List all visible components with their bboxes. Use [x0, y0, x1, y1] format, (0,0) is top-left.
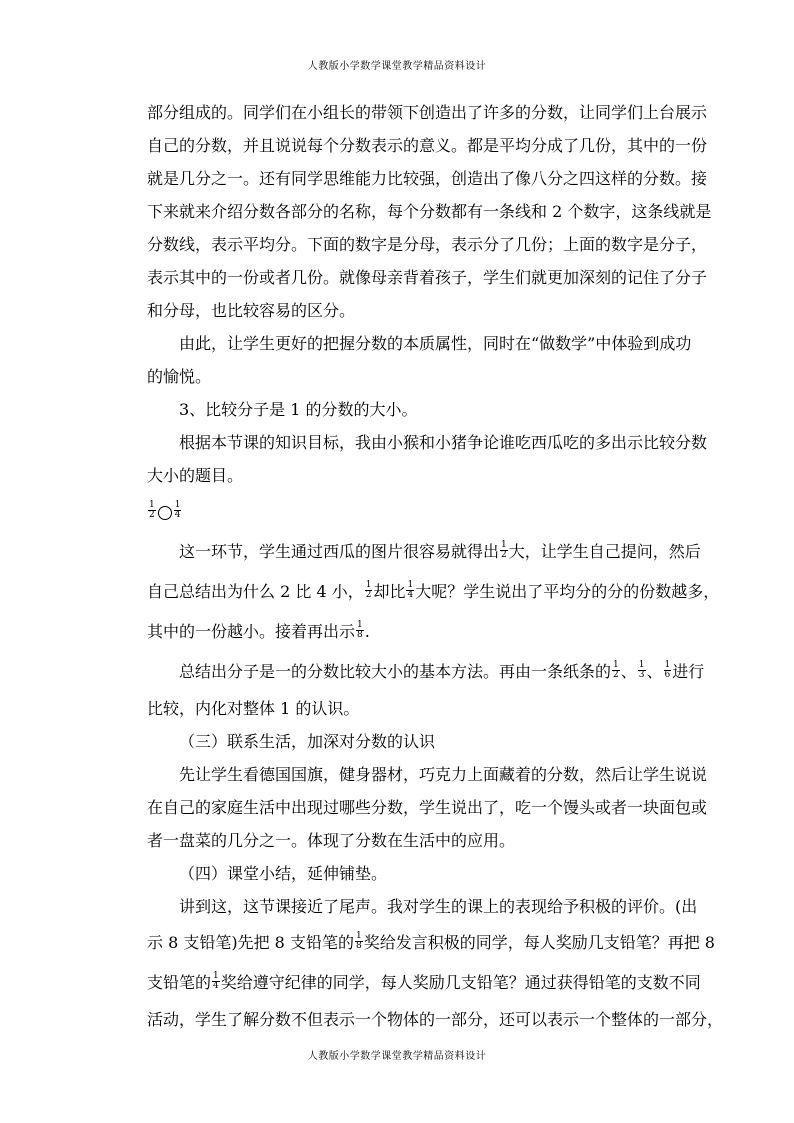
page-header: 人教版小学数学课堂教学精品资料设计	[307, 61, 487, 72]
document-body	[147, 96, 724, 1036]
fraction-quarter: $\frac{1}{4}$	[407, 580, 414, 600]
paragraph-line: 表示其中的一份或者几份。就像母亲背着孩子，学生们就更加深刻的记住了分子	[147, 268, 708, 287]
fraction-half: $\frac{1}{2}$	[365, 580, 372, 600]
paragraph-line: 先让学生看德国国旗，健身器材，巧克力上面藏着的分数，然后让学生说说	[179, 765, 708, 784]
paragraph-line: 根据本节课的知识目标，我由小猴和小猪争论谁吃西瓜吃的多出示比较分数	[179, 433, 708, 452]
paragraph-line: 在自己的家庭生活中出现过哪些分数，学生说出了，吃一个馒头或者一块面包或	[147, 798, 708, 817]
paragraph-line: 比较，内化对整体 1 的认识。	[147, 699, 360, 718]
paragraph-line: 和分母，也比较容易的区分。	[147, 301, 356, 320]
paragraph-line: 下来就来介绍分数各部分的名称，每个分数都有一条线和 2 个数字，这条线就是	[147, 202, 712, 221]
fraction-third: $\frac{1}{3}$	[638, 660, 645, 680]
fraction-quarter: $\frac{1}{4}$	[174, 500, 181, 520]
fraction-quarter: $\frac{1}{4}$	[213, 971, 219, 991]
paragraph-line: 大小的题目。	[147, 466, 244, 485]
fraction-half: $\frac{1}{2}$	[501, 540, 507, 560]
paragraph-line: 示 8 支铅笔)先把 8 支铅笔的 $\frac{1}{8}$ 奖给发言积极的同学，每人奖励几支铅笔？再把 8	[147, 931, 715, 952]
fraction-eighth: $\frac{1}{8}$	[355, 931, 362, 951]
section-heading: 3、比较分子是 1 的分数的大小。	[179, 400, 418, 419]
page-footer: 人教版小学数学课堂教学精品资料设计	[307, 1051, 487, 1062]
paragraph-line: 总结出分子是一的分数比较大小的基本方法。再由一条纸条的 $\frac{1}{2}$ 、 $\frac{1}{3}$ 、 $\frac{1}{6}$ 进行	[179, 660, 705, 681]
fraction-eighth: $\frac{1}{8}$	[357, 620, 363, 640]
paragraph-line: 的愉悦。	[147, 367, 212, 386]
section-heading: （三）联系生活，加深对分数的认识	[179, 732, 436, 751]
comparison-expression	[147, 492, 673, 532]
paragraph-line: 其中的一份越小。接着再出示 $\frac{1}{8}$ .	[147, 620, 370, 641]
fraction-sixth: $\frac{1}{6}$	[664, 660, 671, 680]
paragraph-line: 支铅笔的 $\frac{1}{4}$ 奖给遵守纪律的同学，每人奖励几支铅笔？通过获得铅笔的支数不同	[147, 971, 701, 992]
fraction-half: $\frac{1}{2}$	[613, 660, 619, 680]
paragraph-line: 自己总结出为什么 2 比 4 小， $\frac{1}{2}$ 却比 $\frac{1}{4}$ 大呢？学生说出了平均分的分的份数越多，	[147, 580, 720, 601]
paragraph-line: 讲到这，这节课接近了尾声。我对学生的课上的表现给予积极的评价。(出	[179, 897, 698, 916]
paragraph-line: 自己的分数，并且说说每个分数表示的意义。都是平均分成了几份，其中的一份	[147, 136, 708, 155]
fraction-half: $\frac{1}{2}$	[149, 500, 155, 520]
paragraph-line: 由此，让学生更好的把握分数的本质属性，同时在“做数学”中体验到成功	[179, 334, 692, 353]
compare-circle	[158, 506, 172, 520]
section-heading: （四）课堂小结，延伸铺垫。	[179, 864, 388, 883]
paragraph-line: 部分组成的。同学们在小组长的带领下创造出了许多的分数，让同学们上台展示	[147, 103, 708, 122]
paragraph-line: 者一盘菜的几分之一。体现了分数在生活中的应用。	[147, 831, 516, 850]
paragraph-line: 活动，学生了解分数不但表示一个物体的一部分，还可以表示一个整体的一部分，	[147, 1010, 724, 1029]
paragraph-line: 这一环节，学生通过西瓜的图片很容易就得出 $\frac{1}{2}$ 大，让学生自己提问，然后	[179, 540, 701, 561]
paragraph-line: 分数线，表示平均分。下面的数字是分母，表示分了几份；上面的数字是分子，	[147, 235, 708, 254]
paragraph-line: 就是几分之一。还有同学思维能力比较强，创造出了像八分之四这样的分数。接	[147, 169, 708, 188]
